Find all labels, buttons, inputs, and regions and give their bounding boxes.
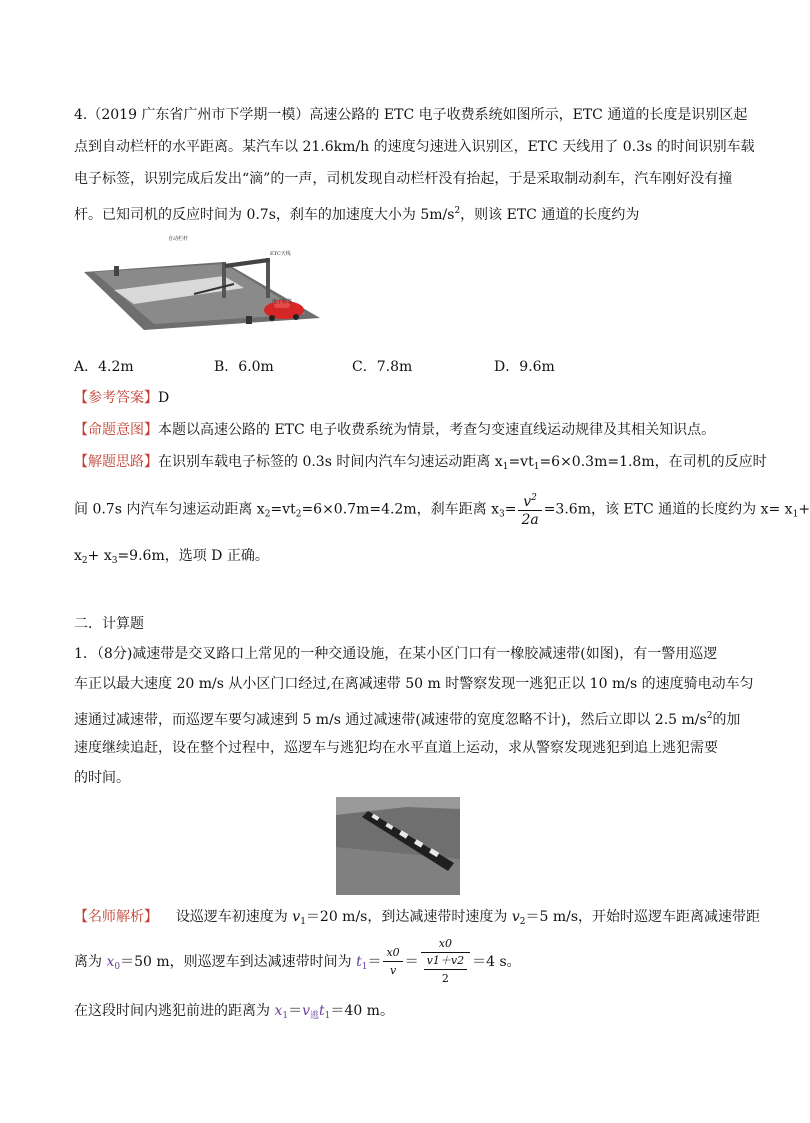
- sub: 2: [264, 509, 271, 520]
- text: =vt: [508, 454, 534, 470]
- option-d: D．9.6m: [494, 359, 555, 375]
- etc-figure: [74, 232, 330, 336]
- sub: 1: [324, 1011, 331, 1021]
- text: 在识别车载电子标签的 0.3s 时间内汽车匀速运动距离 x: [158, 454, 503, 470]
- var: t: [319, 1003, 325, 1019]
- nested-den: 2: [424, 969, 467, 988]
- q4-line-4: [74, 202, 639, 224]
- text: ＝: [404, 954, 419, 970]
- section-title: 二．计算题: [74, 616, 144, 632]
- gantry-post-left: [222, 262, 226, 298]
- intent-text: 本题以高速公路的 ETC 电子收费系统为情景，考查匀变速直线运动规律及其相关知识点。: [158, 422, 716, 438]
- frac-num: v: [523, 494, 532, 510]
- speed-bump-photo: [336, 797, 460, 895]
- nested-fraction: [424, 953, 467, 988]
- option-b: B．6.0m: [214, 359, 274, 375]
- idea-line-2: [74, 490, 810, 533]
- booth: [114, 266, 119, 276]
- intent-label: 【命题意图】: [74, 422, 158, 438]
- var: t: [356, 954, 362, 970]
- sub: 2: [519, 917, 526, 927]
- teacher-label: 【名师解析】: [74, 909, 158, 925]
- bollard: [246, 316, 252, 324]
- text: ＝4 s。: [472, 954, 521, 970]
- sub: 2: [295, 509, 302, 520]
- idea-label: 【解题思路】: [74, 454, 158, 470]
- frac-den: 2a: [518, 510, 541, 529]
- text: 速通过减速带，而巡逻车要匀减速到 5 m/s 通过减速带(减速带的宽度忽略不计)，然后立即以 2.5 m/s: [74, 712, 707, 728]
- sub: 2: [81, 556, 88, 566]
- speed-bump-illustration: [336, 797, 460, 895]
- sub: 1: [502, 462, 509, 472]
- label-antenna: ETC天线: [270, 251, 291, 257]
- text: =6×0.7m=4.2m，刹车距离 x: [301, 501, 499, 518]
- sup: 2: [531, 493, 537, 503]
- text: ＝5 m/s，开始时巡逻车距离减速带距: [525, 909, 761, 925]
- text: ＝20 m/s，到达减速带时速度为: [305, 909, 512, 925]
- sub: 1: [792, 509, 799, 520]
- text: ＝50 m，则巡逻车到达减速带时间为: [120, 954, 357, 970]
- s2-line-2: 车正以最大速度 20 m/s 从小区门口经过,在离减速带 50 m 时警察发现一逃犯正以 10 m/s 的速度骑电动车匀: [74, 676, 754, 692]
- text: =9.6m，选项 D 正确。: [117, 548, 269, 564]
- text: =: [504, 501, 517, 518]
- text: 的加: [712, 712, 741, 728]
- frac-den: v: [383, 961, 402, 980]
- var: v: [302, 1003, 311, 1019]
- s2-line-5: 的时间。: [74, 770, 130, 786]
- text: =vt: [270, 501, 296, 518]
- text: 离为: [74, 954, 107, 970]
- s2-line-3: [74, 707, 740, 729]
- gantry-beam: [224, 258, 270, 268]
- var: x: [106, 954, 115, 970]
- text: ＝: [288, 1003, 303, 1019]
- sub: 0: [114, 962, 121, 972]
- s2-line-4: 速度继续追赶，设在整个过程中，巡逻车与逃犯均在水平直道上运动，求从警察发现逃犯到追上逃犯需要: [74, 740, 718, 756]
- q4-line-3: 电子标签，识别完成后发出“滴”的一声，司机发现自动栏杆没有抬起，于是采取制动刹车，汽车刚好没有撞: [74, 171, 733, 187]
- sup: 2: [454, 206, 461, 216]
- text: 设巡逻车初速度为: [175, 909, 293, 925]
- answer-value: D: [158, 390, 170, 406]
- text: ＝40 m。: [330, 1003, 394, 1019]
- idea-line-1: [74, 453, 767, 476]
- sup: 2: [706, 711, 713, 721]
- text: x: [74, 548, 82, 564]
- label-tag: 电子标签: [272, 299, 293, 305]
- option-a: A．4.2m: [74, 359, 134, 375]
- text: ＝: [367, 954, 382, 970]
- gantry-post-right: [266, 258, 270, 298]
- q4-line-4-text: 杆。已知司机的反应时间为 0.7s，刹车的加速度大小为 5m/s: [74, 207, 455, 223]
- s2-line-1: 1．（8分)减速带是交叉路口上常见的一种交通设施，在某小区门口有一橡胶减速带(如图)，有一警用巡逻: [74, 646, 718, 662]
- intent-line: [74, 421, 715, 439]
- option-c: C．7.8m: [352, 359, 413, 375]
- nested-num: v1＋v2: [426, 954, 465, 967]
- text: 间 0.7s 内汽车匀速运动距离 x: [74, 501, 265, 518]
- q4-line-4-end: ，则该 ETC 通道的长度约为: [460, 207, 640, 223]
- frac-num: x0: [438, 937, 452, 950]
- text: +: [798, 501, 810, 518]
- idea-line-3: [74, 547, 269, 570]
- teacher-line-2: [74, 934, 521, 995]
- sub: 1: [300, 917, 306, 927]
- text: =6×0.3m=1.8m，在司机的反应时: [539, 454, 767, 470]
- text: =3.6m，该 ETC 通道的长度约为 x= x: [543, 501, 793, 518]
- var: v: [292, 909, 301, 925]
- var: v: [511, 909, 520, 925]
- sub: 逃: [310, 1011, 320, 1021]
- etc-illustration: [74, 232, 330, 336]
- frac-den: [421, 952, 470, 988]
- answer-label: 【参考答案】: [74, 390, 158, 406]
- teacher-line-3: [74, 1002, 394, 1025]
- frac-num: x0: [386, 945, 400, 959]
- sub: 1: [282, 1011, 289, 1021]
- q4-line-1: 4.（2019 广东省广州市下学期一模）高速公路的 ETC 电子收费系统如图所示，ETC 通道的长度是识别区起: [74, 107, 748, 123]
- answer-line: [74, 389, 169, 407]
- sub: 1: [361, 962, 368, 972]
- fraction-x0-over-avg-v: [421, 936, 470, 988]
- q4-line-2: 点到自动栏杆的水平距离。某汽车以 21.6km/h 的速度匀速进入识别区，ETC 天线用了 0.3s 的时间识别车载: [74, 139, 755, 155]
- car-wheel: [293, 314, 299, 320]
- sub: 3: [498, 509, 505, 520]
- sub: 3: [111, 556, 118, 566]
- text: 在这段时间内逃犯前进的距离为: [74, 1003, 275, 1019]
- fraction-v2-over-2a: [518, 490, 541, 529]
- var: x: [274, 1003, 283, 1019]
- label-barrier: 自动栏杆: [168, 236, 189, 242]
- teacher-line-1: [74, 908, 760, 931]
- fraction-x0-over-v: [383, 945, 402, 980]
- car-wheel: [269, 315, 275, 321]
- sub: 1: [533, 462, 540, 472]
- text: + x: [87, 548, 112, 564]
